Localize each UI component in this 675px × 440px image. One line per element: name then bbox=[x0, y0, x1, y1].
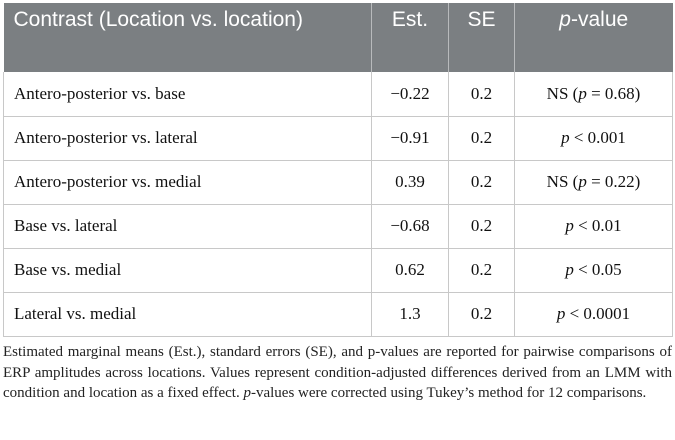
p-suffix: < 0.05 bbox=[573, 260, 622, 279]
cell-est: −0.22 bbox=[372, 72, 449, 116]
contrast-table bbox=[3, 3, 673, 337]
p-var: p bbox=[578, 83, 587, 103]
p-suffix: < 0.01 bbox=[573, 216, 622, 235]
caption-p-italic: p bbox=[243, 385, 251, 401]
cell-est: 0.62 bbox=[372, 248, 449, 292]
table-row bbox=[4, 292, 673, 336]
cell-se: 0.2 bbox=[449, 160, 515, 204]
table-row bbox=[4, 248, 673, 292]
header-p-rest: -value bbox=[570, 8, 629, 31]
cell-est: −0.68 bbox=[372, 204, 449, 248]
table-header-row bbox=[4, 3, 673, 72]
p-var: p bbox=[561, 128, 570, 147]
cell-est: 0.39 bbox=[372, 160, 449, 204]
cell-se: 0.2 bbox=[449, 248, 515, 292]
header-se: SE bbox=[449, 3, 515, 72]
cell-p-value bbox=[515, 72, 673, 116]
p-prefix: NS ( bbox=[546, 172, 579, 191]
p-var: p bbox=[565, 216, 574, 235]
caption-line1: Estimated marginal means (Est.), standard errors (SE), and p-values are reported for pairwise comparisons of ERP amplitudes across locations. Values represent condition-adjusted differences derived from an LMM with condition and location as a fixed effect. bbox=[3, 344, 672, 401]
table-row bbox=[4, 204, 673, 248]
p-suffix: < 0.001 bbox=[569, 128, 626, 147]
cell-contrast: Antero-posterior vs. base bbox=[4, 72, 372, 116]
cell-est: −0.91 bbox=[372, 116, 449, 160]
table-caption bbox=[3, 342, 672, 404]
p-suffix: < 0.0001 bbox=[565, 304, 631, 323]
cell-contrast: Base vs. lateral bbox=[4, 204, 372, 248]
p-suffix: = 0.68) bbox=[586, 83, 641, 103]
results-table-container bbox=[3, 3, 672, 337]
p-prefix: NS ( bbox=[546, 83, 579, 103]
header-est: Est. bbox=[372, 3, 449, 72]
cell-contrast: Antero-posterior vs. lateral bbox=[4, 116, 372, 160]
cell-p-value bbox=[515, 292, 673, 336]
table-row bbox=[4, 116, 673, 160]
caption-text bbox=[3, 342, 672, 404]
p-var: p bbox=[578, 172, 587, 191]
cell-contrast: Base vs. medial bbox=[4, 248, 372, 292]
caption-line2: -values were corrected using Tukey’s method for 12 comparisons. bbox=[250, 385, 647, 401]
cell-est: 1.3 bbox=[372, 292, 449, 336]
table-row bbox=[4, 160, 673, 204]
p-suffix: = 0.22) bbox=[586, 172, 641, 191]
cell-contrast: Lateral vs. medial bbox=[4, 292, 372, 336]
cell-se: 0.2 bbox=[449, 292, 515, 336]
cell-p-value bbox=[515, 204, 673, 248]
cell-p-value bbox=[515, 160, 673, 204]
cell-se: 0.2 bbox=[449, 204, 515, 248]
p-var: p bbox=[565, 260, 574, 279]
cell-se: 0.2 bbox=[449, 116, 515, 160]
cell-p-value bbox=[515, 116, 673, 160]
p-var: p bbox=[556, 304, 566, 323]
cell-se: 0.2 bbox=[449, 72, 515, 116]
header-p-italic: p bbox=[559, 8, 571, 31]
header-contrast: Contrast (Location vs. location) bbox=[4, 3, 372, 72]
header-p-value bbox=[515, 3, 673, 72]
cell-contrast: Antero-posterior vs. medial bbox=[4, 160, 372, 204]
cell-p-value bbox=[515, 248, 673, 292]
table-row bbox=[4, 72, 673, 116]
